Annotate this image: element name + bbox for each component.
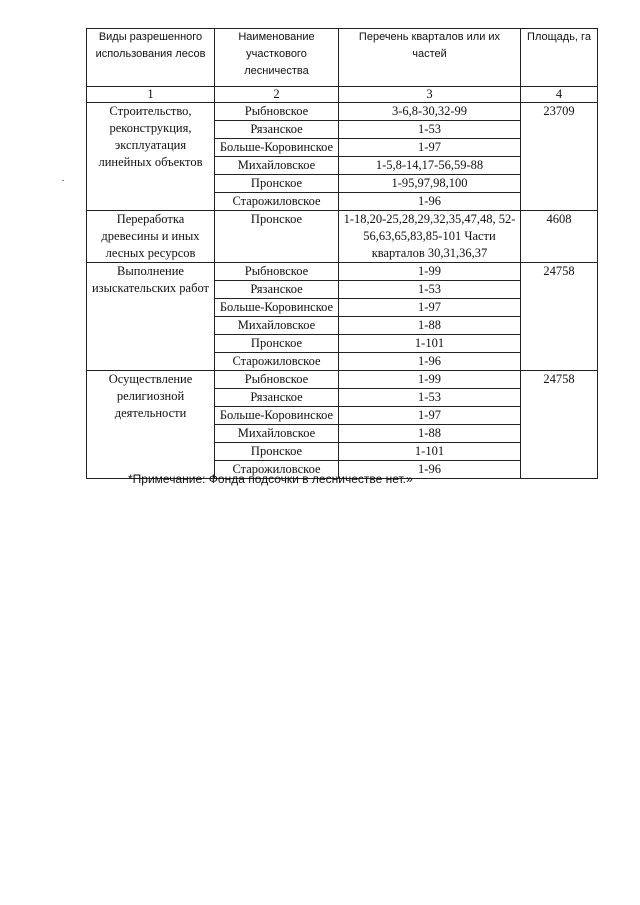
area-cell: 24758 [521, 263, 598, 371]
table-row [87, 371, 598, 389]
quarters-cell: 1-101 [339, 335, 521, 353]
column-number: 4 [521, 87, 598, 103]
quarters-cell: 1-101 [339, 443, 521, 461]
use-type-cell: Осуществление религиозной деятельности [87, 371, 215, 479]
quarters-cell: 1-88 [339, 317, 521, 335]
quarters-cell: 1-97 [339, 139, 521, 157]
forestry-cell: Рыбновское [215, 103, 339, 121]
quarters-cell: 1-97 [339, 299, 521, 317]
forestry-cell: Старожиловское [215, 353, 339, 371]
forestry-cell: Пронское [215, 211, 339, 263]
table-row [87, 263, 598, 281]
use-type-cell: Строительство, реконструкция, эксплуатация линейных объектов [87, 103, 215, 211]
quarters-cell: 1-88 [339, 425, 521, 443]
header-use-type: Виды разрешенного использования лесов [87, 29, 215, 87]
forestry-cell: Больше-Коровинское [215, 299, 339, 317]
header-forestry-name: Наименование участкового лесничества [215, 29, 339, 87]
header-area: Площадь, га [521, 29, 598, 87]
forest-use-table [86, 28, 598, 479]
quarters-cell: 3-6,8-30,32-99 [339, 103, 521, 121]
forestry-cell: Михайловское [215, 157, 339, 175]
forestry-cell: Старожиловское [215, 193, 339, 211]
area-cell: 24758 [521, 371, 598, 479]
area-cell: 23709 [521, 103, 598, 211]
area-cell: 4608 [521, 211, 598, 263]
column-number: 3 [339, 87, 521, 103]
header-quarters-list: Перечень кварталов или их частей [339, 29, 521, 87]
forestry-cell: Рязанское [215, 281, 339, 299]
forestry-cell: Рязанское [215, 389, 339, 407]
table-row [87, 211, 598, 263]
table-row [87, 103, 598, 121]
forestry-cell: Рязанское [215, 121, 339, 139]
scan-speck [62, 180, 64, 181]
quarters-cell: 1-99 [339, 371, 521, 389]
forestry-cell: Пронское [215, 175, 339, 193]
forestry-cell: Рыбновское [215, 371, 339, 389]
quarters-cell: 1-53 [339, 389, 521, 407]
quarters-cell: 1-53 [339, 281, 521, 299]
forestry-cell: Старожиловское [215, 461, 339, 479]
quarters-cell: 1-96 [339, 193, 521, 211]
quarters-cell: 1-97 [339, 407, 521, 425]
forestry-cell: Больше-Коровинское [215, 407, 339, 425]
quarters-cell: 1-96 [339, 353, 521, 371]
quarters-cell: 1-18,20-25,28,29,32,35,47,48, 52-56,63,65,83,85-101 Части кварталов 30,31,36,37 [339, 211, 521, 263]
column-number: 1 [87, 87, 215, 103]
quarters-cell: 1-95,97,98,100 [339, 175, 521, 193]
column-number: 2 [215, 87, 339, 103]
use-type-cell: Переработка древесины и иных лесных ресурсов [87, 211, 215, 263]
forestry-cell: Михайловское [215, 425, 339, 443]
quarters-cell: 1-99 [339, 263, 521, 281]
quarters-cell: 1-96 [339, 461, 521, 479]
forestry-cell: Больше-Коровинское [215, 139, 339, 157]
column-number-row [87, 87, 598, 103]
forestry-cell: Михайловское [215, 317, 339, 335]
header-row [87, 29, 598, 87]
forestry-cell: Пронское [215, 443, 339, 461]
forestry-cell: Пронское [215, 335, 339, 353]
quarters-cell: 1-53 [339, 121, 521, 139]
use-type-cell: Выполнение изыскательских работ [87, 263, 215, 371]
forestry-cell: Рыбновское [215, 263, 339, 281]
quarters-cell: 1-5,8-14,17-56,59-88 [339, 157, 521, 175]
footnote: *Примечание: Фонда подсочки в лесничестве нет.» [128, 472, 413, 486]
